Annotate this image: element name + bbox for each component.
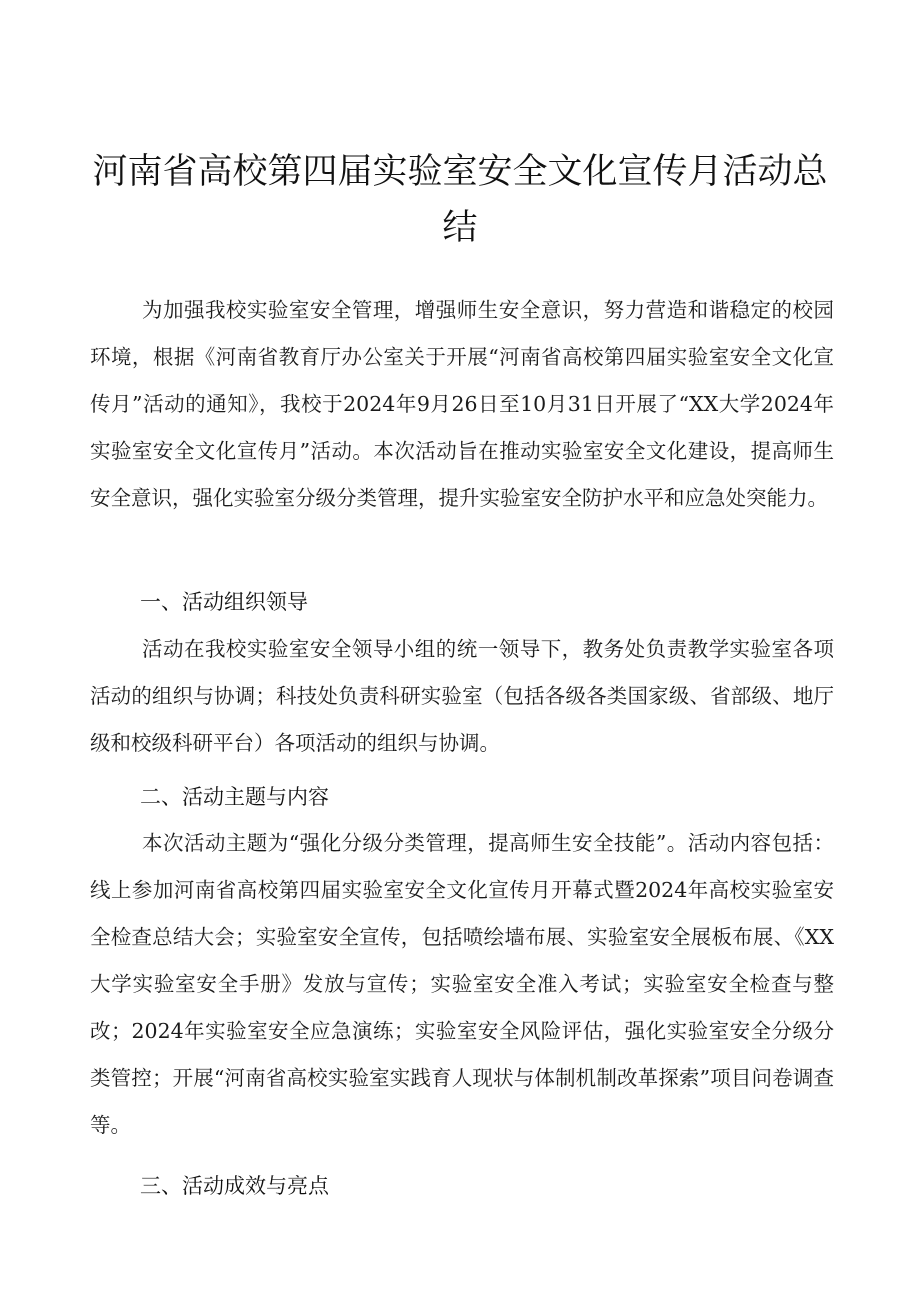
intro-paragraph: 为加强我校实验室安全管理，增强师生安全意识，努力营造和谐稳定的校园环境，根据《河南省教育厅办公室关于开展“河南省高校第四届实验室安全文化宣传月”活动的通知》，我校于2024年9月26日至10月31日开展了“XX大学2024年实验室安全文化宣传月”活动。本次活动旨在推动实验室安全文化建设，提高师生安全意识，强化实验室分级分类管理，提升实验室安全防护水平和应急处突能力。 xyxy=(90,298,834,510)
section-heading-theme: 二、活动主题与内容 xyxy=(140,785,329,809)
section-heading-organization: 一、活动组织领导 xyxy=(140,590,308,614)
section-paragraph-theme: 本次活动主题为“强化分级分类管理，提高师生安全技能”。活动内容包括：线上参加河南省高校第四届实验室安全文化宣传月开幕式暨2024年高校实验室安全检查总结大会；实验室安全宣传，包括喷绘墙布展、实验室安全展板布展、《XX大学实验室安全手册》发放与宣传；实验室安全准入考试；实验室安全检查与整改；2024年实验室安全应急演练；实验室安全风险评估，强化实验室安全分级分类管控；开展“河南省高校实验室实践育人现状与体制机制改革探索”项目问卷调查等。 xyxy=(90,831,834,1137)
section-heading-results: 三、活动成效与亮点 xyxy=(140,1174,329,1198)
document-title: 河南省高校第四届实验室安全文化宣传月活动总结 xyxy=(92,152,828,248)
section-paragraph-organization: 活动在我校实验室安全领导小组的统一领导下，教务处负责教学实验室各项活动的组织与协调；科技处负责科研实验室（包括各级各类国家级、省部级、地厅级和校级科研平台）各项活动的组织与协调。 xyxy=(90,637,834,755)
